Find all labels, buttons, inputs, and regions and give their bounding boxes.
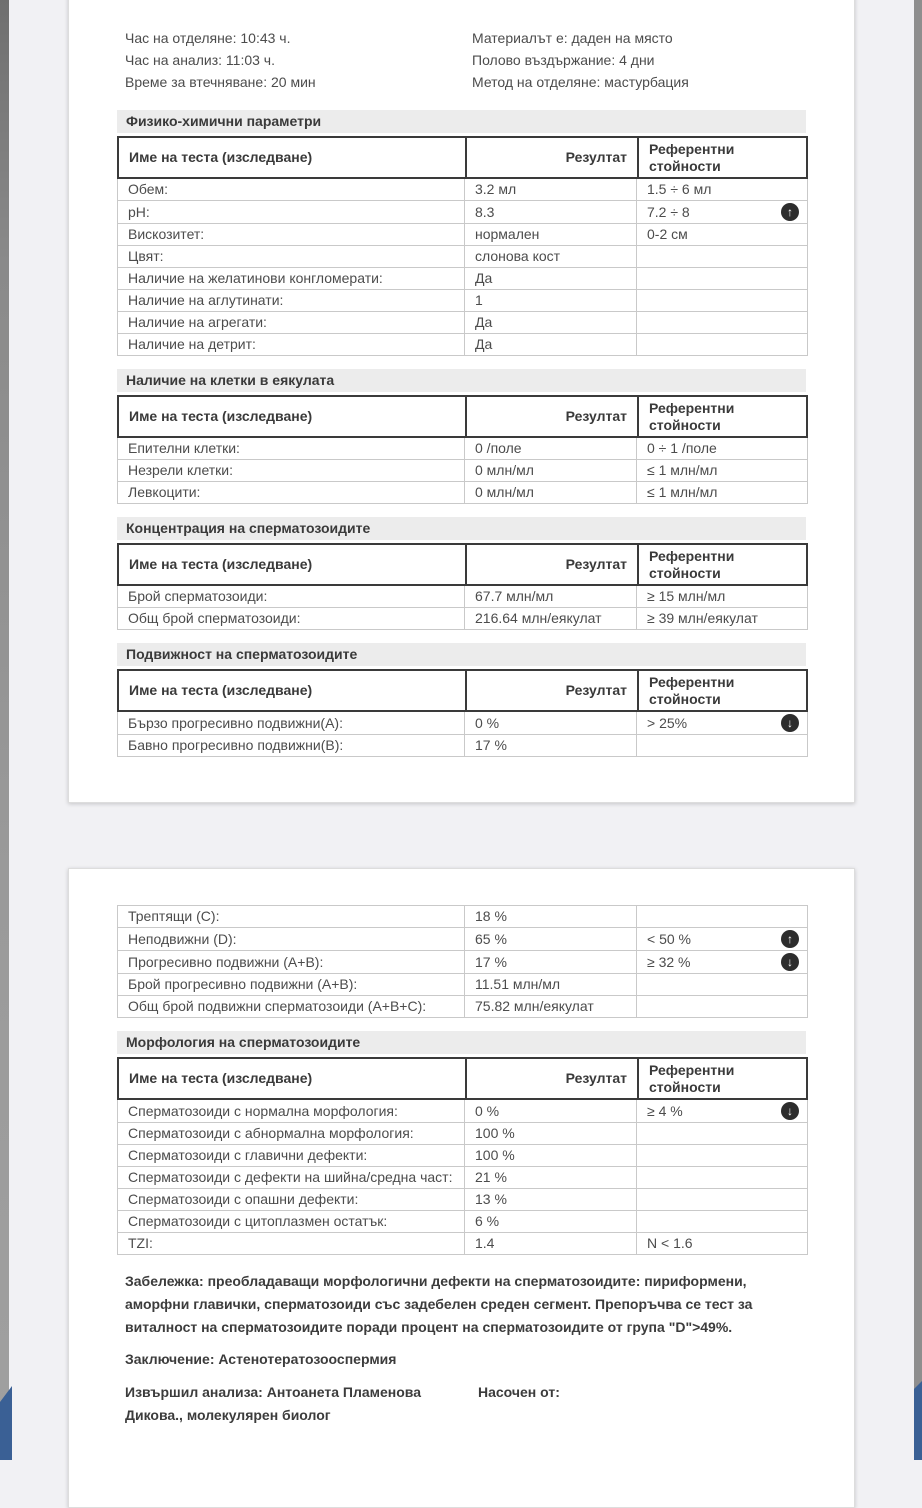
test-name-cell-text: Общ брой подвижни сперматозоиди (A+B+C): bbox=[128, 998, 427, 1014]
table-header-row bbox=[117, 136, 808, 179]
result-cell-text: 1.4 bbox=[475, 1235, 495, 1251]
column-header-reference-text: Референтни стойности bbox=[649, 399, 735, 433]
abstinence-days: Полово въздържание: 4 дни bbox=[472, 52, 655, 68]
column-header-reference bbox=[637, 138, 810, 177]
column-header-test-name bbox=[119, 138, 465, 177]
results-table bbox=[117, 669, 808, 757]
reference-cell bbox=[636, 1211, 809, 1232]
report-page-1 bbox=[68, 0, 855, 803]
column-header-result bbox=[465, 397, 637, 436]
test-name-cell-text: Общ брой сперматозоиди: bbox=[128, 610, 301, 626]
analysis-time: Час на анализ: 11:03 ч. bbox=[125, 52, 275, 68]
reference-cell bbox=[636, 951, 809, 973]
reference-cell bbox=[636, 224, 809, 245]
reference-cell bbox=[636, 1233, 809, 1254]
results-table bbox=[117, 136, 808, 356]
page-edge-right-blue-accent bbox=[914, 1381, 922, 1460]
result-cell bbox=[464, 290, 636, 311]
test-name-cell bbox=[118, 460, 464, 481]
test-name-cell-text: Обем: bbox=[128, 181, 169, 197]
result-cell bbox=[464, 312, 636, 333]
column-header-result-text: Резултат bbox=[565, 556, 627, 572]
test-name-cell bbox=[118, 224, 464, 245]
result-cell bbox=[464, 1123, 636, 1144]
table-row bbox=[117, 334, 808, 356]
table-row bbox=[117, 928, 808, 951]
result-cell bbox=[464, 928, 636, 950]
material-given: Материалът е: даден на място bbox=[472, 30, 673, 46]
result-cell-text: 0 млн/мл bbox=[475, 462, 534, 478]
analyst-name: Извършил анализа: Антоанета Пламенова Дикова., молекулярен биолог bbox=[125, 1384, 422, 1423]
table-row bbox=[117, 996, 808, 1018]
result-cell bbox=[464, 906, 636, 927]
test-name-cell-text: Прогресивно подвижни (A+B): bbox=[128, 953, 324, 970]
test-name-cell-text: Сперматозоиди с цитоплазмен остатък: bbox=[128, 1213, 388, 1229]
test-name-cell-text: Наличие на агрегати: bbox=[128, 314, 267, 330]
table-row bbox=[117, 1233, 808, 1255]
result-cell bbox=[464, 179, 636, 200]
test-name-cell bbox=[118, 1167, 464, 1188]
arrow-up-icon: ↑ bbox=[781, 203, 799, 221]
liquefaction-time: Време за втечняване: 20 мин bbox=[125, 74, 316, 90]
test-name-cell-text: Брой сперматозоиди: bbox=[128, 588, 268, 604]
reference-cell-text: 0-2 см bbox=[647, 226, 688, 242]
section-title: Наличие на клетки в еякулата bbox=[126, 372, 335, 388]
reference-cell bbox=[636, 460, 809, 481]
column-header-test-name bbox=[119, 545, 465, 584]
column-header-test-name-text: Име на теста (изследване) bbox=[129, 1070, 313, 1086]
page-edge-right bbox=[914, 0, 922, 1460]
column-header-reference bbox=[637, 397, 810, 436]
section-title-band bbox=[117, 110, 806, 133]
results-table bbox=[117, 1057, 808, 1255]
test-name-cell-text: Вискозитет: bbox=[128, 226, 205, 242]
test-name-cell-text: Сперматозоиди с дефекти на шийна/средна част: bbox=[128, 1169, 453, 1185]
reference-cell-text: N < 1.6 bbox=[647, 1235, 693, 1251]
result-cell-text: Да bbox=[475, 314, 493, 330]
test-name-cell bbox=[118, 1189, 464, 1210]
column-header-result bbox=[465, 1059, 637, 1098]
reference-cell bbox=[636, 201, 809, 223]
table-header-row bbox=[117, 543, 808, 586]
header-info bbox=[117, 31, 806, 97]
test-name-cell-text: Цвят: bbox=[128, 248, 164, 264]
table-row bbox=[117, 951, 808, 974]
column-header-reference-text: Референтни стойности bbox=[649, 673, 735, 707]
test-name-cell-text: Наличие на аглутинати: bbox=[128, 292, 284, 308]
report-notes bbox=[117, 1270, 806, 1427]
reference-cell-text: < 50 % bbox=[647, 930, 691, 947]
test-name-cell bbox=[118, 179, 464, 200]
test-name-cell bbox=[118, 712, 464, 734]
table-row bbox=[117, 1189, 808, 1211]
section-title: Подвижност на сперматозоидите bbox=[126, 646, 358, 662]
test-name-cell bbox=[118, 246, 464, 267]
section-sperm-motility bbox=[117, 643, 806, 757]
table-row bbox=[117, 1145, 808, 1167]
column-header-result-text: Резултат bbox=[565, 149, 627, 165]
table-row bbox=[117, 735, 808, 757]
result-cell-text: 3.2 мл bbox=[475, 181, 517, 197]
test-name-cell bbox=[118, 928, 464, 950]
result-cell bbox=[464, 201, 636, 223]
arrow-down-icon: ↓ bbox=[781, 1102, 799, 1120]
reference-cell bbox=[636, 1145, 809, 1166]
table-row bbox=[117, 179, 808, 201]
section-title-band bbox=[117, 1031, 806, 1054]
column-header-reference bbox=[637, 545, 810, 584]
reference-cell bbox=[636, 482, 809, 503]
table-header-row bbox=[117, 1057, 808, 1100]
table-row bbox=[117, 1100, 808, 1123]
column-header-result-text: Резултат bbox=[565, 682, 627, 698]
results-table bbox=[117, 395, 808, 504]
result-cell-text: нормален bbox=[475, 226, 540, 242]
result-cell-text: 17 % bbox=[475, 737, 507, 753]
table-row bbox=[117, 608, 808, 630]
test-name-cell-text: Наличие на желатинови конгломерати: bbox=[128, 270, 383, 286]
column-header-test-name bbox=[119, 671, 465, 710]
reference-cell bbox=[636, 712, 809, 734]
column-header-reference bbox=[637, 671, 810, 710]
result-cell-text: 67.7 млн/мл bbox=[475, 588, 554, 604]
test-name-cell bbox=[118, 334, 464, 355]
table-row bbox=[117, 438, 808, 460]
test-name-cell bbox=[118, 608, 464, 629]
reference-cell bbox=[636, 996, 809, 1017]
reference-cell-text: > 25% bbox=[647, 714, 688, 731]
reference-cell bbox=[636, 586, 809, 607]
reference-cell bbox=[636, 928, 809, 950]
section-cells-in-ejaculate bbox=[117, 369, 806, 504]
column-header-reference-text: Референтни стойности bbox=[649, 547, 735, 581]
reference-cell bbox=[636, 334, 809, 355]
section-title-band bbox=[117, 643, 806, 666]
result-cell-text: 6 % bbox=[475, 1213, 500, 1229]
results-table bbox=[117, 543, 808, 630]
table-row bbox=[117, 224, 808, 246]
test-name-cell bbox=[118, 974, 464, 995]
section-title: Физико-химични параметри bbox=[126, 113, 322, 129]
reference-cell-text: ≤ 1 млн/мл bbox=[647, 462, 718, 478]
results-table bbox=[117, 905, 808, 1018]
column-header-test-name-text: Име на теста (изследване) bbox=[129, 408, 313, 424]
reference-cell bbox=[636, 608, 809, 629]
test-name-cell-text: Брой прогресивно подвижни (A+B): bbox=[128, 976, 358, 992]
result-cell-text: 0 % bbox=[475, 1102, 500, 1119]
table-row bbox=[117, 246, 808, 268]
column-header-result bbox=[465, 671, 637, 710]
table-row bbox=[117, 1211, 808, 1233]
reference-cell-text: 1.5 ÷ 6 мл bbox=[647, 181, 712, 197]
test-name-cell-text: Трептящи (C): bbox=[128, 908, 220, 924]
result-cell-text: 100 % bbox=[475, 1125, 515, 1141]
table-row bbox=[117, 1123, 808, 1145]
test-name-cell bbox=[118, 1100, 464, 1122]
reference-cell-text: 0 ÷ 1 /поле bbox=[647, 440, 717, 456]
result-cell-text: 21 % bbox=[475, 1169, 507, 1185]
test-name-cell-text: Левкоцити: bbox=[128, 484, 201, 500]
result-cell-text: 8.3 bbox=[475, 203, 495, 220]
reference-cell bbox=[636, 735, 809, 756]
table-row bbox=[117, 268, 808, 290]
table-row bbox=[117, 905, 808, 928]
result-cell-text: слонова кост bbox=[475, 248, 561, 264]
arrow-up-icon: ↑ bbox=[781, 930, 799, 948]
result-cell-text: Да bbox=[475, 336, 493, 352]
reference-cell-text: ≥ 32 % bbox=[647, 953, 691, 970]
result-cell-text: 0 % bbox=[475, 714, 500, 731]
test-name-cell-text: Неподвижни (D): bbox=[128, 930, 237, 947]
result-cell bbox=[464, 438, 636, 459]
result-cell-text: 75.82 млн/еякулат bbox=[475, 998, 594, 1014]
test-name-cell-text: Сперматозоиди с нормална морфология: bbox=[128, 1102, 398, 1119]
conclusion-text: Заключение: Астенотератозооспермия bbox=[125, 1351, 397, 1367]
column-header-test-name-text: Име на теста (изследване) bbox=[129, 556, 313, 572]
test-name-cell-text: pH: bbox=[128, 203, 150, 220]
test-name-cell bbox=[118, 906, 464, 927]
result-cell-text: 17 % bbox=[475, 953, 507, 970]
result-cell-text: 0 /поле bbox=[475, 440, 522, 456]
result-cell bbox=[464, 735, 636, 756]
result-cell bbox=[464, 246, 636, 267]
section-title-band bbox=[117, 517, 806, 540]
section-physical-chemical bbox=[117, 110, 806, 356]
reference-cell bbox=[636, 1100, 809, 1122]
test-name-cell-text: Сперматозоиди с главични дефекти: bbox=[128, 1147, 368, 1163]
result-cell bbox=[464, 608, 636, 629]
result-cell-text: Да bbox=[475, 270, 493, 286]
result-cell-text: 100 % bbox=[475, 1147, 515, 1163]
result-cell-text: 65 % bbox=[475, 930, 507, 947]
test-name-cell-text: Сперматозоиди с опашни дефекти: bbox=[128, 1191, 359, 1207]
result-cell bbox=[464, 1145, 636, 1166]
test-name-cell-text: Бързо прогресивно подвижни(A): bbox=[128, 714, 343, 731]
test-name-cell bbox=[118, 586, 464, 607]
test-name-cell bbox=[118, 735, 464, 756]
column-header-result bbox=[465, 545, 637, 584]
section-title-band bbox=[117, 369, 806, 392]
referred-by-label: Насочен от: bbox=[478, 1384, 560, 1400]
test-name-cell bbox=[118, 268, 464, 289]
table-row bbox=[117, 974, 808, 996]
result-cell bbox=[464, 1211, 636, 1232]
reference-cell bbox=[636, 290, 809, 311]
column-header-test-name-text: Име на теста (изследване) bbox=[129, 682, 313, 698]
table-row bbox=[117, 586, 808, 608]
reference-cell bbox=[636, 1123, 809, 1144]
result-cell bbox=[464, 1189, 636, 1210]
result-cell-text: 216.64 млн/еякулат bbox=[475, 610, 602, 626]
column-header-reference bbox=[637, 1059, 810, 1098]
table-row bbox=[117, 482, 808, 504]
table-row bbox=[117, 290, 808, 312]
reference-cell-text: ≥ 39 млн/еякулат bbox=[647, 610, 758, 626]
reference-cell bbox=[636, 1189, 809, 1210]
result-cell-text: 1 bbox=[475, 292, 483, 308]
test-name-cell bbox=[118, 1233, 464, 1254]
table-row bbox=[117, 312, 808, 334]
reference-cell bbox=[636, 974, 809, 995]
report-page-2 bbox=[68, 868, 855, 1508]
column-header-result-text: Резултат bbox=[565, 408, 627, 424]
test-name-cell bbox=[118, 951, 464, 973]
test-name-cell bbox=[118, 1145, 464, 1166]
result-cell bbox=[464, 1233, 636, 1254]
section-motility-continued bbox=[117, 905, 806, 1018]
signature-row bbox=[125, 1381, 806, 1427]
section-sperm-concentration bbox=[117, 517, 806, 630]
result-cell bbox=[464, 996, 636, 1017]
section-sperm-morphology bbox=[117, 1031, 806, 1255]
result-cell bbox=[464, 334, 636, 355]
result-cell bbox=[464, 460, 636, 481]
result-cell bbox=[464, 1100, 636, 1122]
result-cell bbox=[464, 974, 636, 995]
column-header-result bbox=[465, 138, 637, 177]
section-title: Морфология на сперматозоидите bbox=[126, 1034, 361, 1050]
reference-cell-text: 7.2 ÷ 8 bbox=[647, 203, 690, 220]
reference-cell bbox=[636, 438, 809, 459]
result-cell bbox=[464, 482, 636, 503]
test-name-cell bbox=[118, 1211, 464, 1232]
column-header-result-text: Резултат bbox=[565, 1070, 627, 1086]
column-header-reference-text: Референтни стойности bbox=[649, 140, 735, 174]
test-name-cell bbox=[118, 201, 464, 223]
column-header-reference-text: Референтни стойности bbox=[649, 1061, 735, 1095]
test-name-cell-text: Бавно прогресивно подвижни(B): bbox=[128, 737, 344, 753]
test-name-cell-text: Незрели клетки: bbox=[128, 462, 234, 478]
test-name-cell-text: Наличие на детрит: bbox=[128, 336, 256, 352]
result-cell bbox=[464, 224, 636, 245]
test-name-cell bbox=[118, 996, 464, 1017]
result-cell-text: 0 млн/мл bbox=[475, 484, 534, 500]
result-cell bbox=[464, 586, 636, 607]
test-name-cell-text: TZI: bbox=[128, 1235, 153, 1251]
page-edge-left bbox=[0, 0, 9, 1460]
test-name-cell bbox=[118, 312, 464, 333]
table-row bbox=[117, 712, 808, 735]
test-name-cell bbox=[118, 290, 464, 311]
test-name-cell-text: Епителни клетки: bbox=[128, 440, 240, 456]
arrow-down-icon: ↓ bbox=[781, 714, 799, 732]
result-cell bbox=[464, 1167, 636, 1188]
result-cell bbox=[464, 712, 636, 734]
result-cell-text: 13 % bbox=[475, 1191, 507, 1207]
result-cell-text: 11.51 млн/мл bbox=[475, 976, 561, 992]
arrow-down-icon: ↓ bbox=[781, 953, 799, 971]
reference-cell bbox=[636, 179, 809, 200]
test-name-cell bbox=[118, 438, 464, 459]
collection-time: Час на отделяне: 10:43 ч. bbox=[125, 30, 291, 46]
table-row bbox=[117, 201, 808, 224]
table-row bbox=[117, 1167, 808, 1189]
remark-text: Забележка: преобладаващи морфологични дефекти на сперматозоидите: пириформени, аморфни главички, сперматозоиди със задебелен среден сегмент. Препоръчва се тест за виталност на сперматозоидите поради процент на сперматозоидите от група "D">49%. bbox=[125, 1273, 753, 1335]
result-cell bbox=[464, 951, 636, 973]
reference-cell bbox=[636, 906, 809, 927]
table-header-row bbox=[117, 395, 808, 438]
table-row bbox=[117, 460, 808, 482]
test-name-cell-text: Сперматозоиди с абнормална морфология: bbox=[128, 1125, 414, 1141]
result-cell bbox=[464, 268, 636, 289]
reference-cell-text: ≥ 15 млн/мл bbox=[647, 588, 726, 604]
section-title: Концентрация на сперматозоидите bbox=[126, 520, 371, 536]
table-header-row bbox=[117, 669, 808, 712]
collection-method: Метод на отделяне: мастурбация bbox=[472, 74, 689, 90]
test-name-cell bbox=[118, 1123, 464, 1144]
column-header-test-name bbox=[119, 397, 465, 436]
reference-cell-text: ≥ 4 % bbox=[647, 1102, 683, 1119]
reference-cell bbox=[636, 1167, 809, 1188]
column-header-test-name-text: Име на теста (изследване) bbox=[129, 149, 313, 165]
reference-cell-text: ≤ 1 млн/мл bbox=[647, 484, 718, 500]
reference-cell bbox=[636, 268, 809, 289]
reference-cell bbox=[636, 246, 809, 267]
column-header-test-name bbox=[119, 1059, 465, 1098]
result-cell-text: 18 % bbox=[475, 908, 507, 924]
test-name-cell bbox=[118, 482, 464, 503]
reference-cell bbox=[636, 312, 809, 333]
